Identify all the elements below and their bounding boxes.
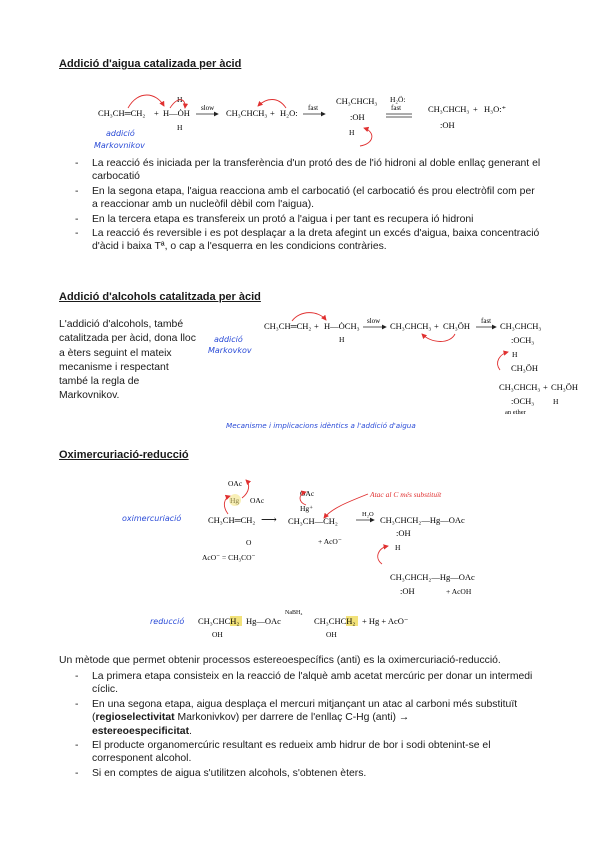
bullet-text: Markonivkov) per darrere de l'enllaç C-Hg (anti) → (174, 712, 410, 724)
acetate-top: OAc (228, 479, 243, 488)
oxonium-oxygen: :OH (350, 112, 365, 122)
bold-term: regioselectivitat (95, 712, 175, 724)
attack-annotation: Atac al C més substituït (370, 490, 442, 499)
reduction-reactant-oh: OH (212, 630, 223, 639)
reaction-arrow: ⟶ (261, 514, 277, 526)
acetate-anion: + AcO⁻ (318, 537, 342, 546)
water-addition-mechanism (90, 88, 520, 154)
oxonium-hydrogen: H (349, 128, 355, 137)
markovnikov-note-2: Markovnikov (94, 141, 145, 150)
section-title-water-addition: Addició d'aigua catalizada per àcid (59, 58, 242, 70)
list-item: - El producte organomercúric resultant es redueix amb hidrur de bor i sodi obtenint-se el corresponent alcohol. (73, 739, 543, 766)
alkene-reactant: CH₃CH═CH₂ (208, 515, 256, 525)
reduction-product-oh: OH (326, 630, 337, 639)
step2-rate-label: fast (308, 104, 319, 112)
electron-arrow-3 (258, 100, 286, 109)
mechanism-caption: Mecanisme i implicacions idèntics a l'addició d'aigua (226, 421, 416, 430)
water-addition-bullets (73, 157, 543, 255)
hydronium-ion: H—ȮH (163, 108, 190, 118)
oxonium-intermediate: CH₃CHCH₃ (500, 321, 542, 331)
plus-sign: + (314, 321, 319, 331)
oxonium-hydrogen: H (395, 543, 401, 552)
regenerated-catalyst: CH₃ÖH (551, 382, 579, 392)
methanol: CH₃ÖH (443, 321, 471, 331)
water-label: H₂O (362, 511, 374, 518)
bullet-text: . (189, 725, 192, 737)
markovnikov-note-2: Markovkov (208, 346, 252, 355)
product-isopropanol: CH₃CHCH₃ (428, 104, 470, 114)
acid-hydrogen: H (339, 335, 345, 344)
reduction-label: reducció (150, 617, 185, 626)
water-molecule: H₂O: (280, 108, 298, 118)
step2-rate-label: fast (481, 317, 492, 325)
list-item: - Si en comptes de aigua s'utilitzen alcohols, s'obtenen èters. (73, 767, 543, 780)
mercurinium-chain: CH₃CH—CH₂ (288, 516, 338, 526)
regenerated-hydronium: H₃O:⁺ (484, 104, 507, 114)
methanol-base: CH₃ÖH (511, 363, 539, 373)
electron-arrow-1 (128, 95, 164, 108)
bold-term: estereoespecificitat (92, 725, 190, 737)
plus-sign: + (270, 108, 275, 118)
oxymercuration-bullets (73, 670, 543, 781)
mercury-intermediate: CH₃CHCH₂—Hg—OAc (380, 515, 465, 525)
plus-sign: + (154, 108, 159, 118)
acetate-right: OAc (250, 496, 265, 505)
oxonium-chain: CH₃CHCH₃ (336, 96, 378, 106)
list-item (73, 698, 543, 738)
reactant-propene: CH₃CH═CH₂ (98, 108, 146, 118)
electron-arrow-1 (292, 313, 326, 321)
electron-arrow-2 (242, 480, 249, 498)
bridge-acetate: OAc (300, 489, 315, 498)
hydronium-h-top: H (177, 95, 183, 104)
step1-rate-label: slow (367, 317, 381, 325)
list-item: - En la tercera etapa es transfereix un protó a l'aigua i per tant es recupera ió hidroni (73, 213, 543, 226)
organomercurial-product: CH₃CHCH₂—Hg—OAc (390, 572, 475, 582)
list-item: - En la segona etapa, l'aigua reacciona amb el carbocatió (el carbocatió és prou electròfil com per a reaccionar amb un nucleòfil dèbil com l'aigua). (73, 185, 543, 212)
section-title-alcohol-addition: Addició d'alcohols catalitzada per àcid (59, 291, 261, 303)
sodium-borohydride: NaBH₄ (285, 610, 303, 616)
hydronium-h-bottom: H (177, 123, 183, 132)
carbocation: CH₃CHCH₃ (390, 321, 432, 331)
carbocation: CH₃CHCH₃ (226, 108, 268, 118)
mercury-highlight (229, 494, 241, 506)
reduction-reactant: CH₃CHCH₂ (198, 616, 240, 626)
ether-label: an ether (505, 409, 526, 416)
oxonium-oxygen: :OH (396, 528, 411, 538)
catalyst-hydrogen: H (553, 397, 559, 406)
markovnikov-note-1: addició (106, 129, 135, 138)
reduction-reactant-rest: Hg—OAc (246, 616, 281, 626)
alcohol-addition-mechanism (200, 312, 579, 434)
list-item: - La reacció és iniciada per la transferència d'un protó des de l'ió hidroni al doble enllaç generant el carbocatió (73, 157, 543, 184)
markovnikov-note-1: addició (214, 335, 243, 344)
acetate-definition: AcO⁻ = CH₃CO⁻ (202, 553, 256, 562)
ether-product: CH₃CHCH₃ (499, 382, 541, 392)
reactant-propene: CH₃CH═CH₂ (264, 321, 312, 331)
oxymercuration-lead: Un mètode que permet obtenir processos estereoespecífics (anti) es la oximercuriació-reducció. (59, 655, 501, 666)
oxymercuration-label: oximercuriació (122, 514, 182, 523)
step3-water: H₂Ö: (390, 95, 406, 104)
plus-sign: + (473, 104, 478, 114)
alcohol-addition-intro: L'addició d'alcohols, també catalitzada per àcid, dona lloc a èters seguint el mateix mecanisme i respectant també la regla de Markovnikov. (59, 319, 196, 402)
ether-oxygen: :OCH₃ (511, 396, 535, 406)
step3-rate-label: fast (391, 104, 402, 112)
carbonyl-oxygen: O (246, 538, 252, 547)
list-item: - La primera etapa consisteix en la reacció de l'alquè amb acetat mercúric per donar un intermedi cíclic. (73, 670, 543, 697)
product-oh: :OH (440, 120, 455, 130)
reduction-product-rest: + Hg + AcO⁻ (362, 616, 409, 626)
list-item: - La reacció és reversible i es pot desplaçar a la dreta afegint un excés d'aigua, baixa concentració d'àcid i baixa Tª, o cap a l'esquerra en les condicions contràries. (73, 227, 543, 254)
organomercurial-oh: :OH (400, 586, 415, 596)
electron-arrow-4 (360, 128, 372, 146)
reduction-product: CH₃CHCH₂ (314, 616, 356, 626)
electron-arrow-4 (378, 546, 388, 564)
oxymercuration-mechanism (118, 472, 548, 644)
oxonium-oxygen: :OCH₃ (511, 335, 535, 345)
bullet-text: En una segona etapa, aigua desplaça el mercuri mitjançant un atac al carboni més substituït ( (92, 698, 518, 724)
section-title-oxymercuration: Oximercuriació-reducció (59, 449, 189, 461)
plus-sign: + (434, 321, 439, 331)
plus-sign: + (543, 382, 548, 392)
transferred-hydrogen: H (512, 350, 518, 359)
step1-rate-label: slow (201, 104, 215, 112)
mercurinium-ion: Hg⁺ (300, 504, 314, 513)
electron-arrow-2 (422, 334, 455, 342)
protonated-methanol: H—ȮCH₃ (324, 321, 360, 331)
acetic-acid: + AcOH (446, 587, 472, 596)
electron-arrow-3 (498, 352, 508, 370)
